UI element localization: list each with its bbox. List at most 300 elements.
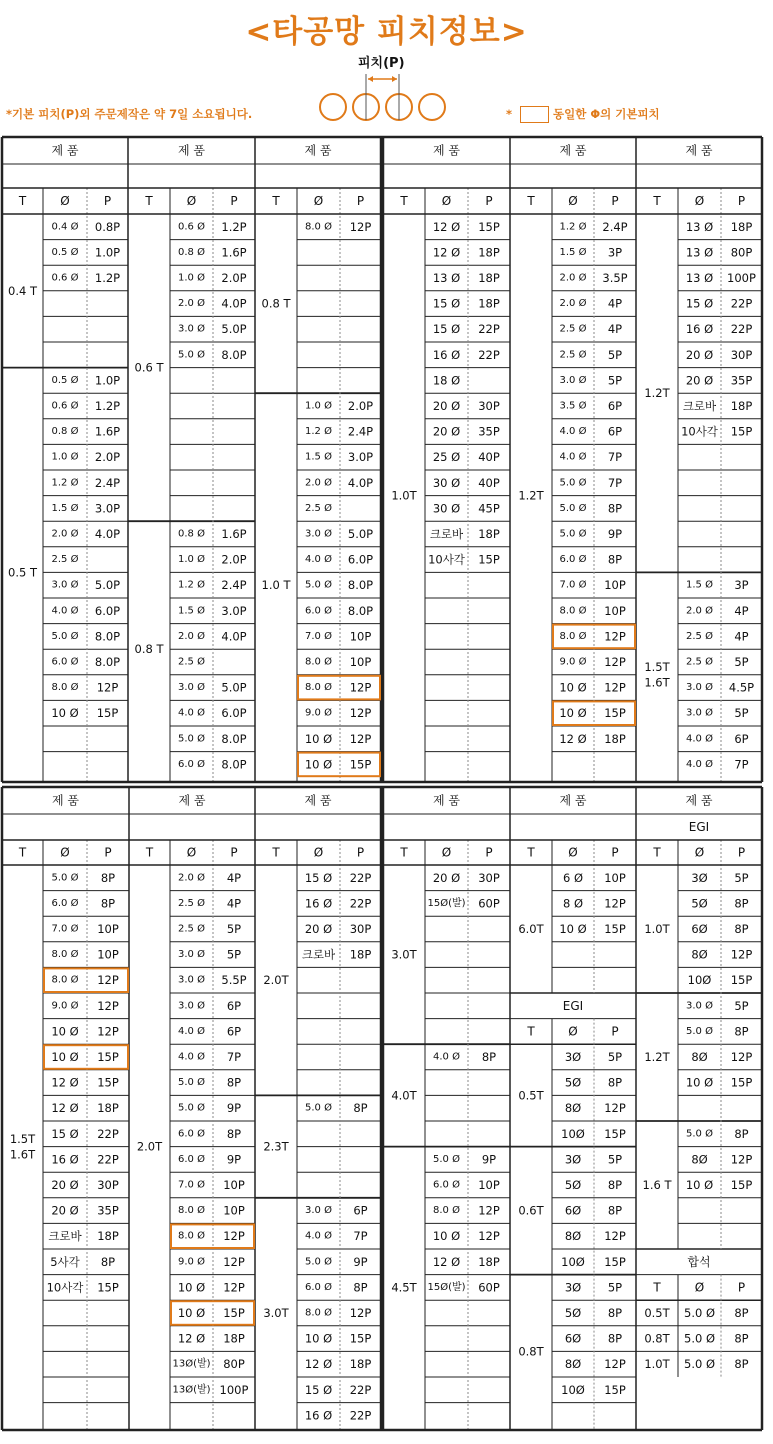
cell-diameter: 2.5 Ø — [559, 323, 587, 335]
cell-diameter: 5.0 Ø — [178, 1077, 205, 1089]
cell-diameter: 9.0 Ø — [559, 656, 587, 668]
cell-pitch: 9P — [481, 1152, 497, 1167]
cell-diameter: 5.0 Ø — [305, 579, 332, 591]
cell-diameter: 12 Ø — [177, 1331, 206, 1346]
cell-pitch: 10P — [349, 655, 372, 669]
cell-diameter: 16 Ø — [685, 322, 714, 337]
col-header-phi: Ø — [313, 845, 324, 860]
cell-diameter: 12 Ø — [432, 219, 461, 234]
cell-pitch: 12P — [97, 998, 119, 1013]
cell-pitch: 0.8P — [94, 219, 121, 234]
cell-thickness: 0.6 T — [134, 360, 164, 375]
col-header-phi: Ø — [186, 845, 197, 860]
cell-diameter: 10 Ø — [685, 1075, 714, 1090]
cell-diameter: 2.0 Ø — [51, 528, 79, 540]
cell-pitch: 8P — [734, 1024, 749, 1039]
cell-diameter: 5Ø — [564, 1178, 582, 1192]
cell-pitch: 18P — [478, 1254, 500, 1269]
cell-diameter: 18 Ø — [432, 373, 461, 388]
cell-thickness: 4.0T — [391, 1088, 417, 1103]
cell-pitch: 30P — [730, 347, 753, 362]
cell-diameter: 10 Ø — [177, 1280, 206, 1295]
cell-diameter: 8.0 Ø — [51, 949, 79, 961]
cell-pitch: 22P — [730, 322, 753, 337]
cell-pitch: 12P — [96, 680, 119, 695]
cell-thickness: 1.2T — [518, 488, 544, 503]
cell-pitch: 6.0P — [221, 706, 247, 721]
col-header-t: T — [653, 845, 661, 860]
col-header-t: T — [272, 845, 280, 860]
cell-diameter: 10 Ø — [304, 731, 333, 746]
cell-diameter: 4.0 Ø — [178, 1051, 205, 1063]
cell-pitch: 22P — [349, 870, 372, 885]
cell-pitch: 18P — [730, 399, 753, 413]
cell-thickness: 0.4 T — [8, 283, 37, 298]
alloy-col-t: T — [653, 1280, 661, 1295]
cell-pitch: 12P — [730, 1050, 753, 1064]
cell-diameter: 6.0 Ø — [178, 758, 205, 770]
cell-pitch: 8P — [607, 1306, 623, 1320]
cell-pitch: 22P — [349, 896, 372, 911]
alloy-col-p: P — [737, 1280, 746, 1295]
cell-pitch: 8P — [734, 1306, 749, 1320]
col-header-p: P — [230, 845, 238, 860]
cell-diameter: 13 Ø — [685, 271, 714, 285]
cell-pitch: 15P — [97, 1280, 119, 1295]
cell-diameter: 2.5 Ø — [305, 502, 332, 514]
product-header: 제 품 — [559, 143, 587, 158]
cell-diameter: 10 Ø — [51, 1050, 79, 1064]
cell-pitch: 40P — [478, 450, 500, 465]
cell-pitch: 6P — [607, 424, 623, 439]
cell-pitch: 8P — [734, 922, 749, 936]
cell-diameter: 12 Ø — [304, 1357, 333, 1372]
cell-diameter: 10Ø — [561, 1254, 585, 1269]
cell-diameter: 5.0 Ø — [684, 1331, 715, 1346]
cell-pitch: 15P — [96, 706, 119, 721]
cell-pitch: 60P — [478, 896, 500, 911]
cell-diameter: 20 Ø — [51, 1203, 79, 1218]
cell-pitch: 4P — [734, 629, 749, 644]
cell-pitch: 1.0P — [94, 373, 121, 388]
cell-pitch: 5P — [607, 1050, 623, 1064]
cell-pitch: 12P — [349, 706, 372, 721]
cell-thickness: 1.2T — [644, 1050, 670, 1064]
cell-pitch: 5.0P — [94, 578, 121, 593]
cell-pitch: 5.0P — [347, 527, 374, 541]
cell-pitch: 5P — [734, 655, 749, 669]
cell-pitch: 30P — [478, 870, 500, 885]
cell-pitch: 3.0P — [221, 603, 247, 618]
cell-pitch: 8P — [734, 1331, 749, 1346]
cell-diameter: 10사각 — [428, 552, 465, 567]
cell-diameter: 3.0 Ø — [305, 528, 332, 540]
cell-pitch: 12P — [604, 1229, 626, 1244]
col-header-t: T — [145, 194, 153, 208]
cell-diameter: 15Ø(발) — [427, 897, 466, 909]
col-header-phi: Ø — [313, 194, 324, 208]
cell-pitch: 12P — [604, 896, 626, 911]
cell-diameter: 8 Ø — [562, 896, 584, 911]
cell-diameter: 1.2 Ø — [178, 579, 205, 591]
cell-diameter: 2.0 Ø — [559, 272, 587, 284]
col-header-p: P — [356, 845, 365, 860]
cell-diameter: 20 Ø — [304, 922, 333, 936]
cell-diameter: 0.8 Ø — [178, 246, 205, 258]
cell-diameter: 7.0 Ø — [51, 923, 79, 935]
cell-diameter: 7.0 Ø — [178, 1179, 205, 1191]
cell-thickness: 1.5T — [644, 660, 670, 675]
cell-diameter: 크로바 — [429, 527, 464, 541]
cell-diameter: 8Ø — [691, 947, 708, 962]
cell-pitch: 4P — [607, 322, 623, 337]
cell-diameter: 8.0 Ø — [178, 1230, 205, 1242]
cell-diameter: 2.5 Ø — [686, 656, 713, 668]
cell-diameter: 3.0 Ø — [559, 374, 587, 386]
cell-diameter: 20 Ø — [432, 424, 461, 439]
cell-diameter: 10 Ø — [559, 706, 587, 721]
cell-diameter: 8.0 Ø — [559, 630, 587, 642]
cell-thickness: 3.0T — [391, 947, 417, 962]
cell-diameter: 0.8 Ø — [51, 426, 79, 438]
cell-pitch: 5P — [734, 706, 749, 721]
product-header: 제 품 — [52, 793, 79, 808]
cell-thickness: 0.8 T — [134, 642, 164, 657]
cell-diameter: 5.0 Ø — [559, 528, 587, 540]
cell-diameter: 6.0 Ø — [305, 1281, 332, 1293]
cell-diameter: 3.0 Ø — [51, 579, 79, 591]
cell-diameter: 8Ø — [564, 1229, 582, 1244]
cell-thickness: 0.5T — [644, 1306, 670, 1320]
cell-pitch: 18P — [478, 245, 500, 260]
cell-diameter: 30 Ø — [432, 475, 461, 490]
cell-pitch: 15P — [223, 1306, 245, 1320]
cell-pitch: 1.2P — [94, 399, 121, 413]
cell-pitch: 18P — [97, 1101, 119, 1116]
product-header: 제 품 — [433, 143, 460, 158]
product-header: 제 품 — [559, 793, 587, 808]
cell-thickness: 0.8T — [518, 1344, 544, 1359]
cell-pitch: 1.0P — [94, 245, 121, 260]
cell-diameter: 16 Ø — [432, 347, 461, 362]
cell-pitch: 8.0P — [221, 757, 247, 772]
cell-diameter: 10 Ø — [51, 706, 79, 721]
cell-diameter: 25 Ø — [432, 450, 461, 465]
cell-diameter: 20 Ø — [432, 870, 461, 885]
cell-thickness: 1.0T — [391, 488, 417, 503]
cell-pitch: 12P — [730, 1152, 753, 1167]
cell-diameter: 크로바 — [682, 399, 717, 413]
cell-diameter: 4.0 Ø — [559, 451, 587, 463]
cell-pitch: 2.0P — [221, 271, 247, 285]
cell-diameter: 3.5 Ø — [559, 400, 587, 412]
cell-pitch: 5P — [607, 347, 623, 362]
col-header-phi: Ø — [60, 194, 70, 208]
cell-pitch: 12P — [604, 1101, 626, 1116]
cell-pitch: 15P — [604, 1126, 626, 1141]
cell-pitch: 18P — [223, 1331, 245, 1346]
cell-pitch: 3P — [607, 245, 623, 260]
cell-diameter: 0.8 Ø — [178, 528, 205, 540]
egi-col-t: T — [527, 1024, 535, 1039]
cell-pitch: 12P — [223, 1229, 245, 1244]
cell-pitch: 10P — [223, 1203, 245, 1218]
cell-pitch: 22P — [478, 347, 500, 362]
product-header: 제 품 — [178, 143, 205, 158]
cell-thickness: 2.0T — [263, 973, 289, 988]
cell-pitch: 18P — [730, 219, 753, 234]
cell-pitch: 2.4P — [94, 475, 121, 490]
cell-diameter: 5.0 Ø — [178, 733, 205, 745]
cell-thickness: 0.5T — [518, 1088, 544, 1103]
cell-diameter: 3.0 Ø — [178, 974, 205, 986]
col-header-phi: Ø — [568, 845, 578, 860]
cell-pitch: 15P — [349, 757, 372, 772]
cell-diameter: 20 Ø — [685, 347, 714, 362]
cell-pitch: 35P — [478, 424, 500, 439]
cell-pitch: 22P — [97, 1126, 119, 1141]
cell-pitch: 8P — [607, 1203, 623, 1218]
cell-diameter: 12 Ø — [559, 731, 587, 746]
cell-diameter: 16 Ø — [304, 1408, 333, 1423]
cell-thickness: 1.6T — [644, 675, 670, 690]
cell-diameter: 5.0 Ø — [559, 502, 587, 514]
cell-pitch: 100P — [219, 1382, 249, 1397]
cell-pitch: 6P — [734, 731, 749, 746]
cell-pitch: 9P — [226, 1152, 242, 1167]
cell-pitch: 35P — [730, 373, 753, 388]
col-header-t: T — [18, 845, 27, 860]
cell-diameter: 6.0 Ø — [51, 897, 79, 909]
cell-pitch: 18P — [478, 527, 500, 541]
cell-diameter: 10 Ø — [685, 1178, 714, 1192]
cell-diameter: 10Ø — [561, 1382, 585, 1397]
cell-diameter: 10 Ø — [304, 1331, 333, 1346]
cell-diameter: 20 Ø — [685, 373, 714, 388]
col-header-phi: Ø — [441, 194, 452, 208]
cell-diameter: 3.0 Ø — [178, 1000, 205, 1012]
cell-pitch: 15P — [478, 219, 500, 234]
cell-pitch: 3.0P — [94, 501, 121, 516]
cell-diameter: 12 Ø — [51, 1101, 79, 1116]
cell-pitch: 4.0P — [94, 527, 121, 541]
cell-diameter: 16 Ø — [304, 896, 333, 911]
cell-diameter: 8Ø — [564, 1101, 582, 1116]
cell-diameter: 10사각 — [46, 1280, 84, 1295]
cell-pitch: 5P — [226, 922, 242, 936]
cell-pitch: 12P — [223, 1254, 245, 1269]
cell-diameter: 6Ø — [564, 1203, 582, 1218]
cell-diameter: 6.0 Ø — [178, 1128, 205, 1140]
cell-diameter: 0.6 Ø — [51, 400, 79, 412]
cell-pitch: 12P — [478, 1203, 500, 1218]
cell-diameter: 3.0 Ø — [305, 1205, 332, 1217]
cell-pitch: 9P — [607, 527, 623, 541]
cell-diameter: 6.0 Ø — [51, 656, 79, 668]
cell-pitch: 5P — [607, 1280, 623, 1295]
cell-pitch: 30P — [97, 1178, 119, 1192]
cell-diameter: 4.0 Ø — [433, 1051, 460, 1063]
cell-diameter: 1.5 Ø — [559, 246, 587, 258]
cell-pitch: 30P — [349, 922, 372, 936]
cell-diameter: 8.0 Ø — [51, 682, 79, 694]
cell-pitch: 18P — [604, 731, 626, 746]
col-header-p: P — [356, 194, 365, 208]
cell-pitch: 12P — [349, 731, 372, 746]
cell-diameter: 13Ø(발) — [172, 1384, 211, 1396]
cell-pitch: 15P — [604, 1382, 626, 1397]
cell-diameter: 10 Ø — [304, 757, 333, 772]
cell-pitch: 6P — [226, 998, 242, 1013]
egi-col-p: P — [611, 1024, 619, 1039]
cell-diameter: 8.0 Ø — [178, 1205, 205, 1217]
cell-pitch: 10P — [604, 578, 626, 593]
cell-diameter: 13Ø(발) — [172, 1358, 211, 1370]
cell-pitch: 8P — [734, 896, 749, 911]
cell-diameter: 1.5 Ø — [51, 502, 79, 514]
cell-pitch: 15P — [97, 1050, 119, 1064]
cell-diameter: 4.0 Ø — [178, 1025, 205, 1037]
cell-pitch: 7P — [734, 757, 749, 772]
cell-pitch: 2.0P — [221, 552, 247, 567]
cell-pitch: 8.0P — [221, 731, 247, 746]
cell-pitch: 8.0P — [347, 578, 374, 593]
cell-diameter: 0.6 Ø — [178, 221, 205, 233]
cell-pitch: 6P — [607, 399, 623, 413]
cell-pitch: 4P — [226, 896, 242, 911]
cell-pitch: 1.6P — [221, 245, 247, 260]
cell-diameter: 2.0 Ø — [686, 605, 713, 617]
cell-diameter: 1.0 Ø — [178, 554, 205, 566]
cell-pitch: 2.4P — [347, 424, 374, 439]
cell-pitch: 4.0P — [347, 475, 374, 490]
cell-pitch: 12P — [604, 655, 626, 669]
col-header-t: T — [18, 194, 27, 208]
egi-header: EGI — [688, 820, 710, 834]
cell-diameter: 16 Ø — [51, 1152, 79, 1167]
cell-diameter: 10 Ø — [177, 1306, 206, 1320]
cell-diameter: 1.0 Ø — [51, 451, 79, 463]
cell-diameter: 6.0 Ø — [433, 1179, 460, 1191]
cell-pitch: 6P — [226, 1024, 242, 1039]
cell-diameter: 5.0 Ø — [433, 1153, 460, 1165]
cell-pitch: 8.0P — [221, 347, 247, 362]
product-header: 제 품 — [304, 793, 332, 808]
cell-pitch: 4.0P — [221, 296, 247, 311]
cell-diameter: 5.0 Ø — [305, 1256, 332, 1268]
cell-diameter: 1.5 Ø — [305, 451, 332, 463]
col-header-p: P — [737, 194, 746, 208]
cell-diameter: 8.0 Ø — [305, 682, 332, 694]
cell-pitch: 1.6P — [221, 527, 247, 541]
cell-pitch: 18P — [478, 296, 500, 311]
cell-diameter: 4.0 Ø — [305, 1230, 332, 1242]
cell-diameter: 7.0 Ø — [559, 579, 587, 591]
cell-pitch: 60P — [478, 1280, 500, 1295]
cell-diameter: 8.0 Ø — [433, 1205, 460, 1217]
cell-diameter: 9.0 Ø — [305, 707, 332, 719]
cell-diameter: 5Ø — [564, 1075, 582, 1090]
cell-diameter: 4.0 Ø — [305, 554, 332, 566]
cell-pitch: 7P — [226, 1050, 242, 1064]
cell-pitch: 4P — [607, 296, 623, 311]
cell-pitch: 3P — [734, 578, 749, 593]
cell-pitch: 5P — [226, 947, 242, 962]
cell-pitch: 15P — [604, 922, 626, 936]
cell-pitch: 10P — [223, 1178, 245, 1192]
cell-diameter: 0.6 Ø — [51, 272, 79, 284]
cell-pitch: 100P — [727, 271, 756, 285]
cell-diameter: 5.0 Ø — [559, 477, 587, 489]
cell-pitch: 8P — [607, 1331, 623, 1346]
cell-diameter: 5.0 Ø — [178, 349, 205, 361]
cell-pitch: 9P — [353, 1254, 368, 1269]
cell-diameter: 8.0 Ø — [559, 605, 587, 617]
cell-diameter: 15 Ø — [304, 1382, 333, 1397]
cell-pitch: 5.0P — [221, 680, 247, 695]
cell-diameter: 4.0 Ø — [559, 426, 587, 438]
cell-pitch: 15P — [478, 552, 500, 567]
cell-diameter: 8.0 Ø — [305, 656, 332, 668]
cell-diameter: 8Ø — [691, 1050, 708, 1064]
legend-text: 동일한 Φ의 기본피치 — [553, 107, 660, 121]
cell-diameter: 10Ø — [561, 1126, 585, 1141]
col-header-t: T — [400, 845, 408, 860]
cell-pitch: 15P — [730, 1178, 753, 1192]
col-header-t: T — [272, 194, 280, 208]
cell-diameter: 3Ø — [564, 1280, 582, 1295]
cell-pitch: 8.0P — [347, 603, 374, 618]
col-header-t: T — [400, 194, 408, 208]
egi-header: EGI — [562, 998, 584, 1013]
col-header-t: T — [653, 194, 661, 208]
cell-pitch: 2.0P — [94, 450, 121, 465]
cell-pitch: 10P — [604, 870, 626, 885]
cell-pitch: 8P — [226, 1075, 242, 1090]
cell-thickness: 0.5 T — [8, 565, 37, 580]
product-header: 제 품 — [685, 143, 713, 158]
cell-diameter: 12 Ø — [51, 1075, 79, 1090]
cell-pitch: 10P — [478, 1178, 500, 1192]
col-header-phi: Ø — [568, 194, 578, 208]
cell-pitch: 12P — [604, 1357, 626, 1372]
cell-diameter: 10 Ø — [51, 1024, 79, 1039]
cell-diameter: 8.0 Ø — [51, 974, 79, 986]
cell-diameter: 1.2 Ø — [305, 426, 332, 438]
cell-diameter: 2.0 Ø — [178, 872, 205, 884]
cell-pitch: 8.0P — [94, 655, 121, 669]
cell-diameter: 20 Ø — [51, 1178, 79, 1192]
cell-thickness: 2.0T — [136, 1139, 163, 1154]
cell-pitch: 80P — [730, 245, 753, 260]
cell-diameter: 6Ø — [564, 1331, 582, 1346]
cell-diameter: 10Ø — [687, 973, 712, 988]
cell-diameter: 6.0 Ø — [305, 605, 332, 617]
col-header-phi: Ø — [60, 845, 70, 860]
cell-diameter: 10 Ø — [559, 680, 587, 695]
cell-pitch: 10P — [97, 947, 119, 962]
cell-pitch: 8P — [226, 1126, 242, 1141]
cell-pitch: 1.2P — [221, 219, 247, 234]
cell-diameter: 3.0 Ø — [686, 1000, 713, 1012]
cell-diameter: 15 Ø — [685, 296, 714, 311]
cell-diameter: 0.5 Ø — [51, 246, 79, 258]
cell-pitch: 15P — [97, 1075, 119, 1090]
col-header-phi: Ø — [441, 845, 452, 860]
cell-pitch: 15P — [730, 424, 753, 439]
cell-pitch: 1.2P — [94, 271, 121, 285]
page-title: <타공망 피치정보> — [245, 14, 528, 50]
